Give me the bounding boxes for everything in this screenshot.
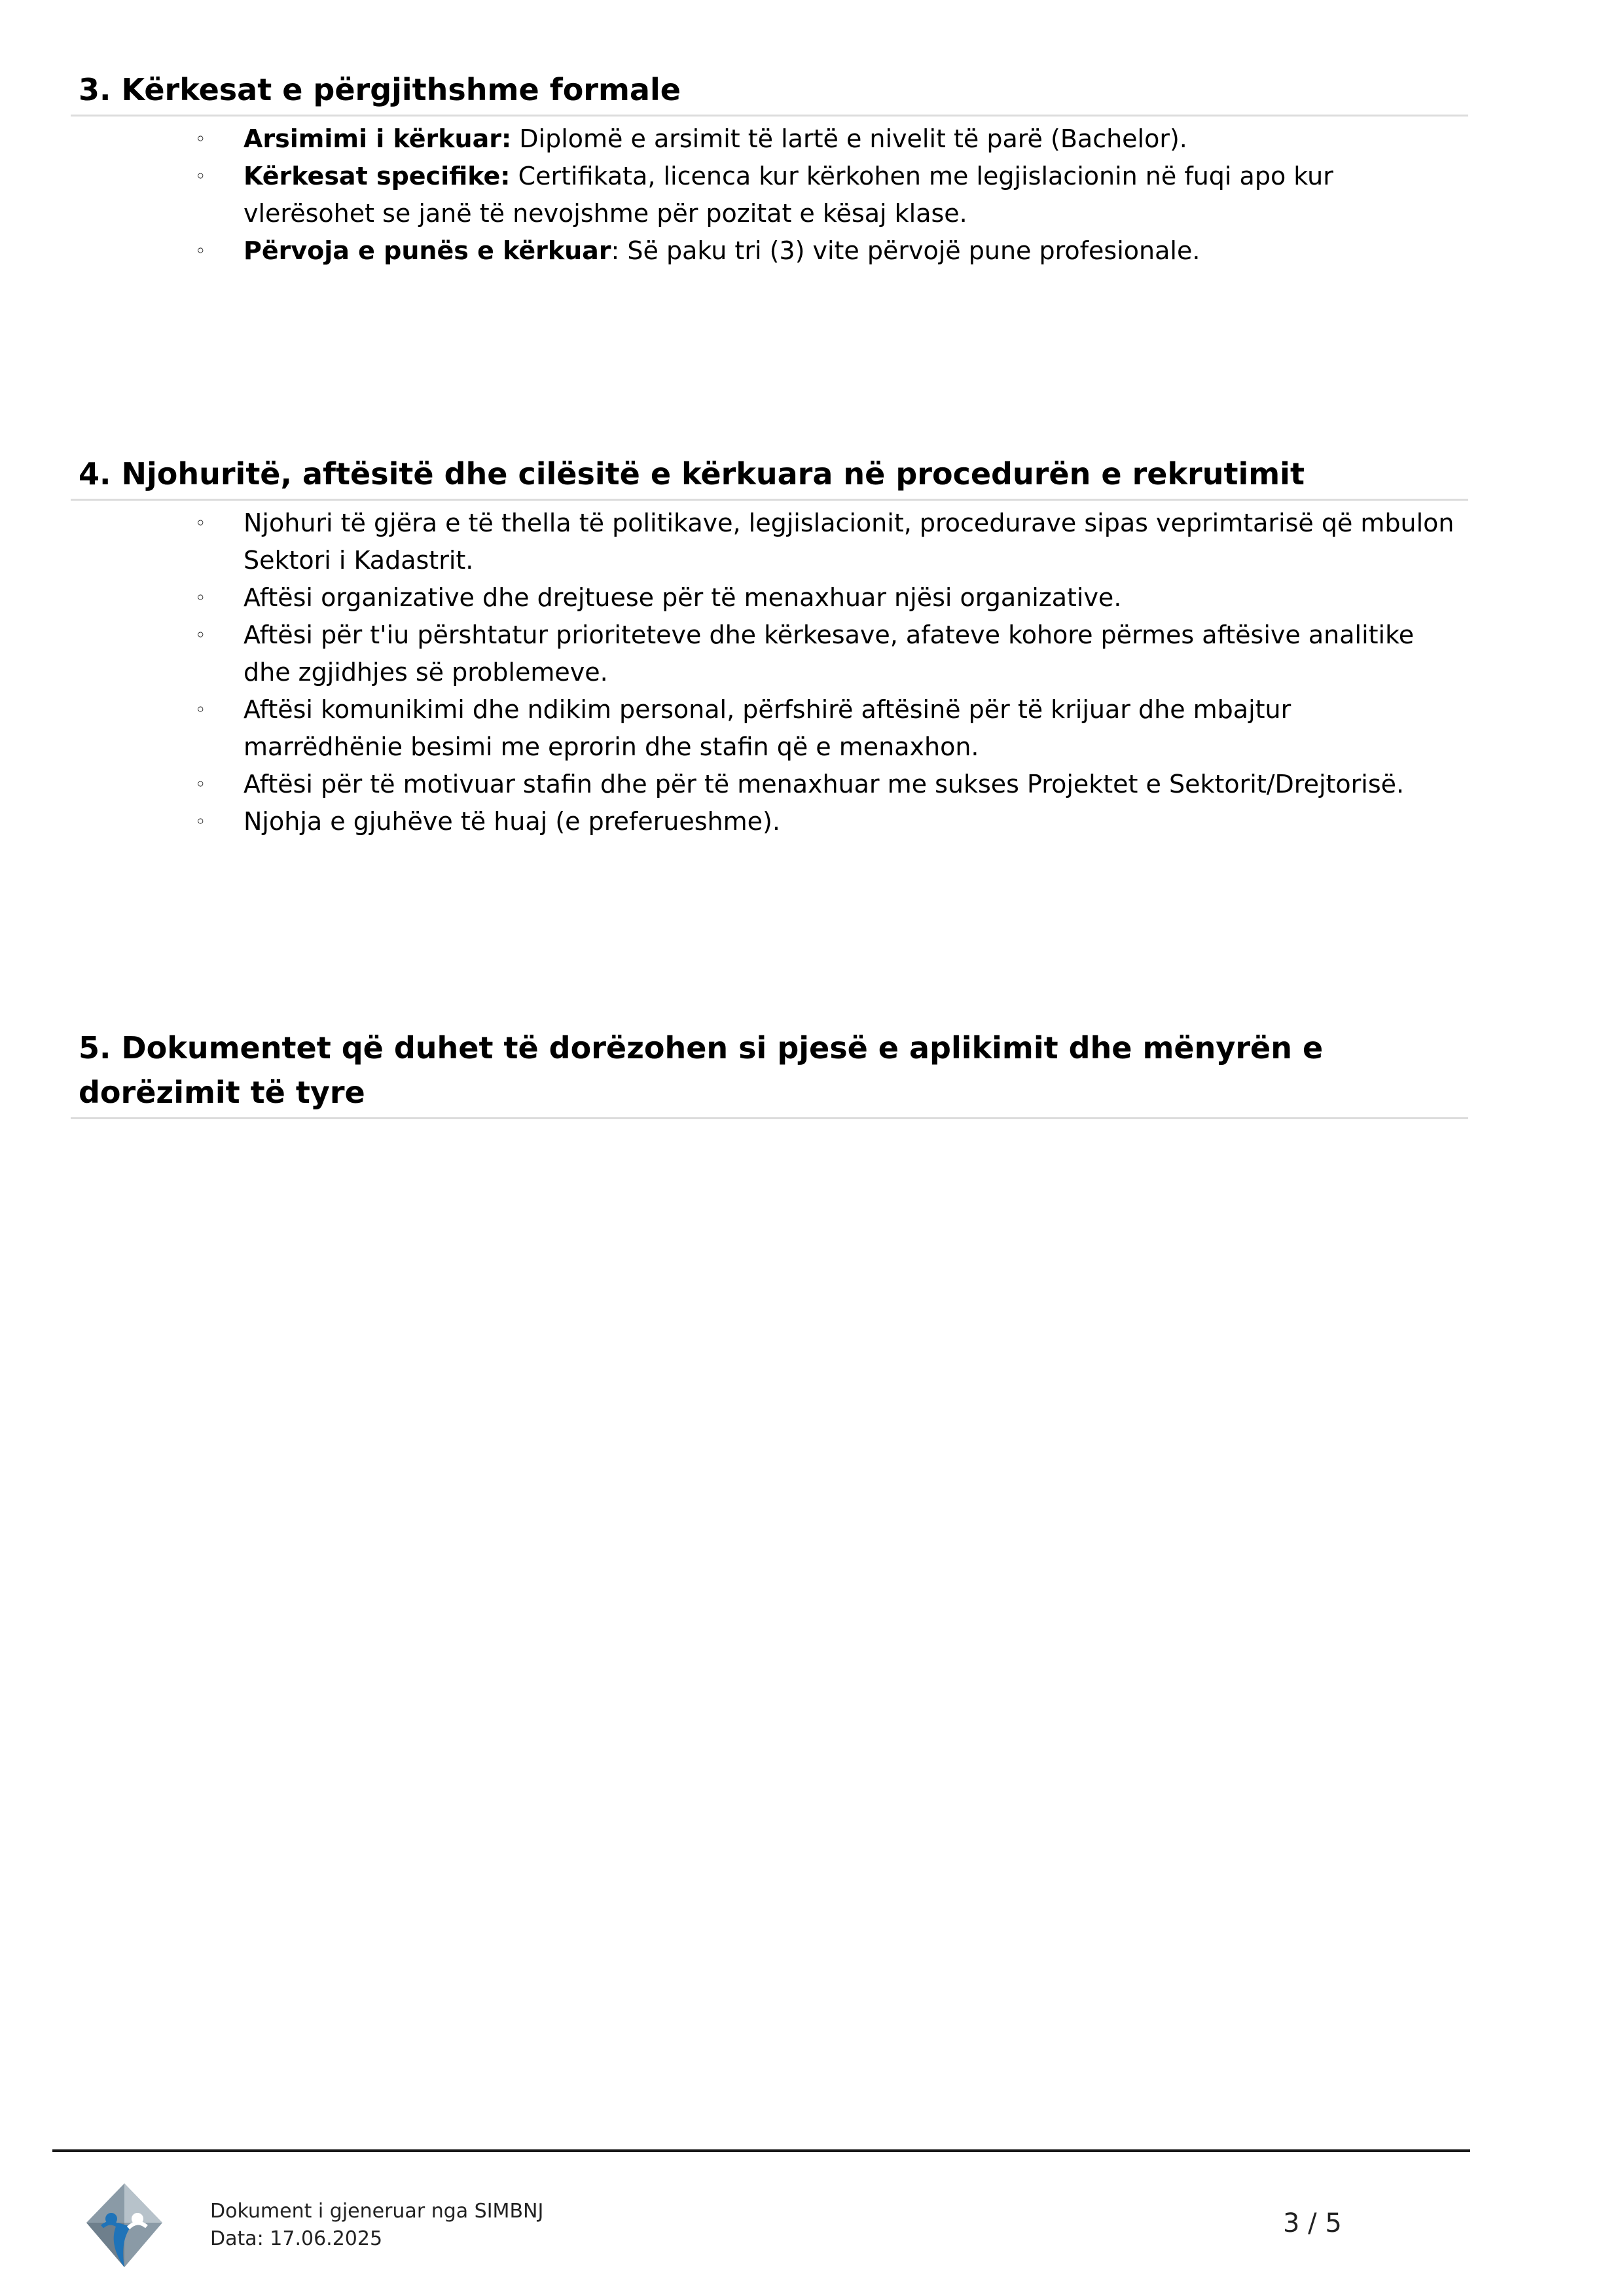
item-text: Aftësi për të motivuar stafin dhe për të menaxhuar me sukses Projektet e Sektorit/Drejtorisë. bbox=[244, 770, 1405, 798]
list-item bbox=[71, 617, 1468, 691]
bullet-icon: ◦ bbox=[195, 240, 206, 262]
bullet-icon: ◦ bbox=[195, 166, 206, 187]
list-item bbox=[71, 158, 1468, 232]
section-3 bbox=[71, 67, 1468, 270]
bullet-icon: ◦ bbox=[195, 699, 206, 721]
section-4 bbox=[71, 452, 1468, 840]
list-item bbox=[71, 766, 1468, 803]
section-divider bbox=[71, 499, 1468, 501]
item-text: Certifikata, licenca kur kërkohen me legjislacionin në fuqi apo kur vlerësohet se janë të nevojshme për pozitat e kësaj klase. bbox=[244, 162, 1333, 228]
section-heading: 5. Dokumentet që duhet të dorëzohen si pjesë e aplikimit dhe mënyrën e dorëzimit të tyre bbox=[79, 1030, 1324, 1110]
bullet-icon: ◦ bbox=[195, 128, 206, 150]
section-heading: 3. Kërkesat e përgjithshme formale bbox=[79, 72, 681, 107]
footer-info bbox=[210, 2198, 543, 2253]
item-text: Aftësi organizative dhe drejtuese për të menaxhuar njësi organizative. bbox=[244, 583, 1122, 612]
list-item bbox=[71, 505, 1468, 579]
item-text: Diplomë e arsimit të lartë e nivelit të parë (Bachelor). bbox=[511, 124, 1187, 153]
bullet-icon: ◦ bbox=[195, 512, 206, 534]
item-text: : Së paku tri (3) vite përvojë pune profesionale. bbox=[611, 236, 1200, 265]
date-text: Data: 17.06.2025 bbox=[210, 2227, 383, 2250]
item-text: Aftësi për t'iu përshtatur prioriteteve dhe kërkesave, afateve kohore përmes aftësive analitike dhe zgjidhjes së problemeve. bbox=[244, 620, 1415, 687]
requirements-list bbox=[71, 120, 1468, 270]
item-text: Njohuri të gjëra e të thella të politikave, legjislacionit, procedurave sipas veprimtarisë që mbulon Sektori i Kadastrit. bbox=[244, 509, 1454, 575]
item-text: Aftësi komunikimi dhe ndikim personal, përfshirë aftësinë për të krijuar dhe mbajtur marrëdhënie besimi me eprorin dhe stafin që e menaxhon. bbox=[244, 695, 1291, 761]
simbnj-logo-icon bbox=[84, 2181, 165, 2270]
list-item bbox=[71, 232, 1468, 270]
item-label: Përvoja e punës e kërkuar bbox=[244, 236, 611, 265]
list-item bbox=[71, 120, 1468, 158]
footer-divider bbox=[52, 2149, 1470, 2152]
page-number: 3 / 5 bbox=[1283, 2208, 1342, 2238]
list-item bbox=[71, 579, 1468, 617]
item-text: Njohja e gjuhëve të huaj (e preferueshme). bbox=[244, 807, 780, 836]
list-item bbox=[71, 691, 1468, 766]
bullet-icon: ◦ bbox=[195, 624, 206, 646]
bullet-icon: ◦ bbox=[195, 811, 206, 833]
section-divider bbox=[71, 1117, 1468, 1119]
list-item bbox=[71, 803, 1468, 840]
bullet-icon: ◦ bbox=[195, 774, 206, 795]
item-label: Kërkesat specifike: bbox=[244, 162, 511, 190]
section-heading: 4. Njohuritë, aftësitë dhe cilësitë e kërkuara në procedurën e rekrutimit bbox=[79, 456, 1305, 492]
section-5 bbox=[71, 1026, 1468, 1119]
section-divider bbox=[71, 115, 1468, 117]
generated-by-text: Dokument i gjeneruar nga SIMBNJ bbox=[210, 2200, 544, 2223]
bullet-icon: ◦ bbox=[195, 587, 206, 609]
item-label: Arsimimi i kërkuar: bbox=[244, 124, 512, 153]
skills-list bbox=[71, 505, 1468, 840]
